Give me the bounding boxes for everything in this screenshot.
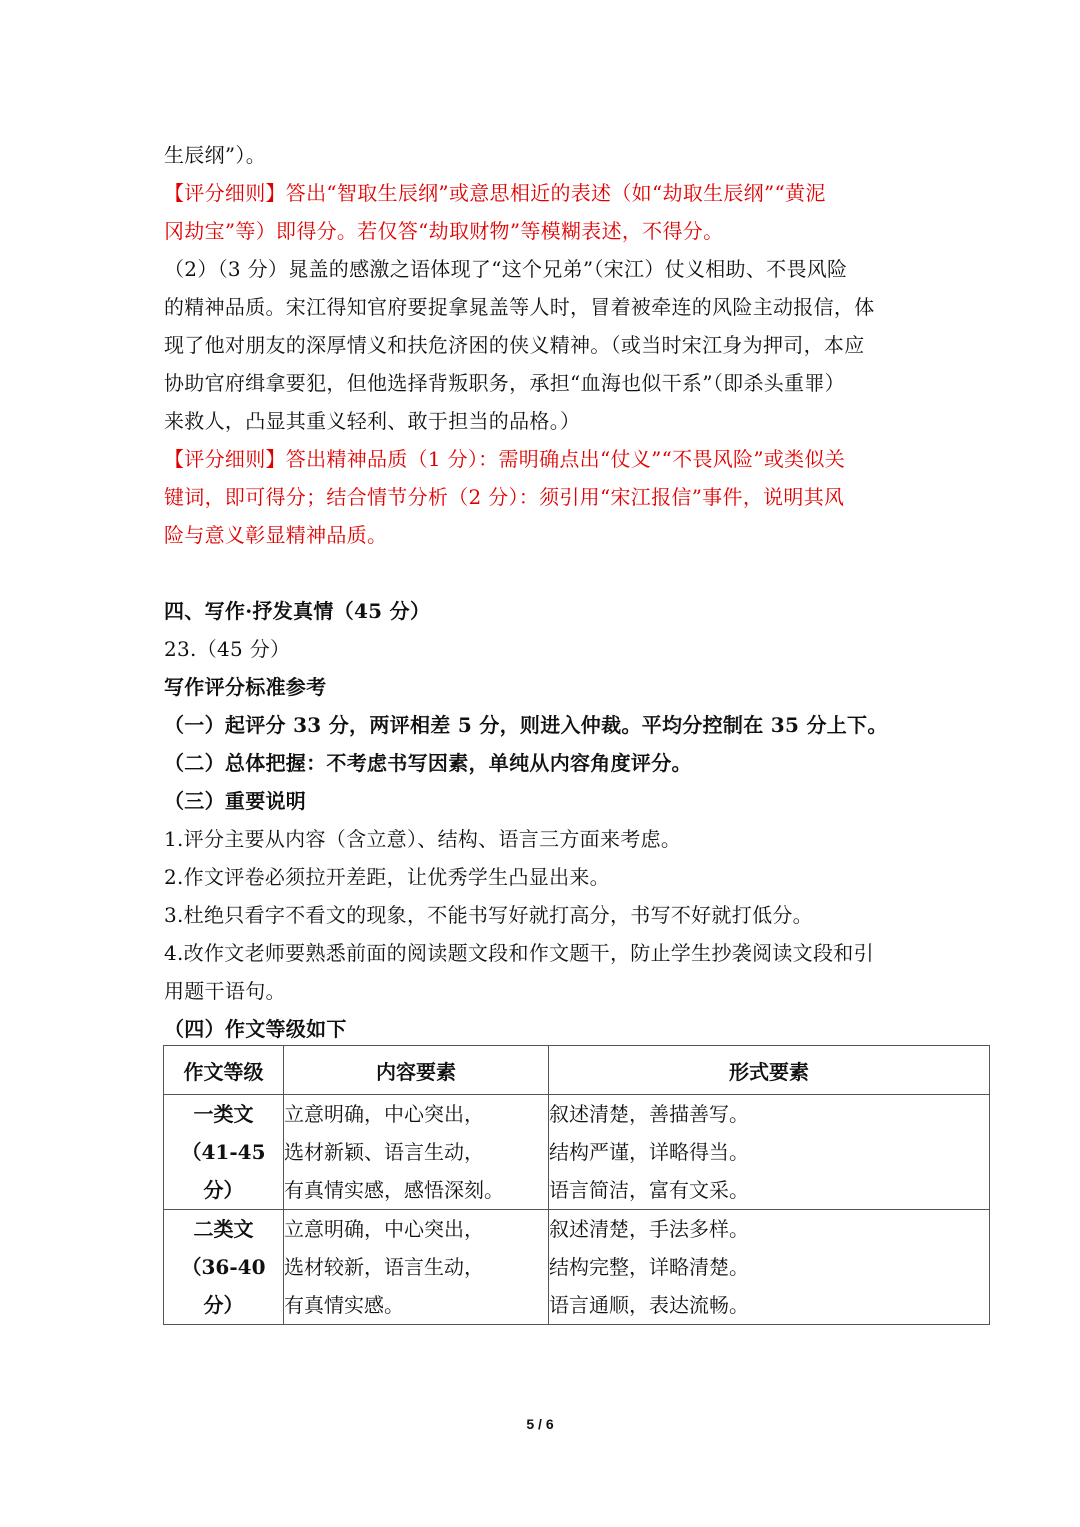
content-cell xyxy=(284,1095,549,1210)
answer-2-line-4: 协助官府缉拿要犯，但他选择背叛职务，承担“血海也似干系”（即杀头重罪） xyxy=(164,371,845,395)
level-range: （41-45 分） xyxy=(181,1140,266,1202)
answer-2-line-1: （2）（3 分）晁盖的感激之语体现了“这个兄弟”（宋江）仗义相助、不畏风险 xyxy=(164,257,848,281)
rule-2: （二）总体把握：不考虑书写因素，单纯从内容角度评分。 xyxy=(164,751,692,775)
page-number: 5 / 6 xyxy=(526,1416,554,1432)
note-1: 1.评分主要从内容（含立意）、结构、语言三方面来考虑。 xyxy=(164,827,682,851)
form-item: 语言简洁，富有文采。 xyxy=(549,1178,749,1202)
form-item: 叙述清楚，手法多样。 xyxy=(549,1217,749,1241)
grade-table xyxy=(163,1045,990,1325)
header-level: 作文等级 xyxy=(164,1046,284,1095)
rule-1: （一）起评分 33 分，两评相差 5 分，则进入仲裁。平均分控制在 35 分上下。 xyxy=(164,713,888,737)
level-cell xyxy=(164,1095,284,1210)
answer-2-line-3: 现了他对朋友的深厚情义和扶危济困的侠义精神。（或当时宋江身为押司，本应 xyxy=(164,333,865,357)
content-item: 有真情实感，感悟深刻。 xyxy=(284,1178,504,1202)
form-item: 结构完整，详略清楚。 xyxy=(549,1255,749,1279)
answer-2-line-5: 来救人，凸显其重义轻利、敢于担当的品格。） xyxy=(164,409,581,433)
content-item: 立意明确，中心突出， xyxy=(284,1217,484,1241)
table-row xyxy=(164,1095,990,1210)
note-2: 2.作文评卷必须拉开差距，让优秀学生凸显出来。 xyxy=(164,865,610,889)
level-range: （36-40 分） xyxy=(181,1255,266,1317)
note-4b: 用题干语句。 xyxy=(164,979,286,1003)
rule-4: （四）作文等级如下 xyxy=(164,1017,347,1041)
rubric-note-2c: 险与意义彰显精神品质。 xyxy=(164,523,388,547)
header-content: 内容要素 xyxy=(284,1046,549,1095)
rule-3: （三）重要说明 xyxy=(164,789,307,813)
section-title: 四、写作·抒发真情（45 分） xyxy=(164,599,431,623)
form-item: 结构严谨，详略得当。 xyxy=(549,1140,749,1164)
content-item: 有真情实感。 xyxy=(284,1293,404,1317)
header-form: 形式要素 xyxy=(549,1046,990,1095)
table-header-row xyxy=(164,1046,990,1095)
answer-continuation: 生辰纲”）。 xyxy=(164,143,267,167)
level-cell xyxy=(164,1210,284,1325)
content-item: 选材新颖、语言生动， xyxy=(284,1140,484,1164)
note-3: 3.杜绝只看字不看文的现象，不能书写好就打高分，书写不好就打低分。 xyxy=(164,903,813,927)
form-cell xyxy=(549,1210,990,1325)
note-4a: 4.改作文老师要熟悉前面的阅读题文段和作文题干，防止学生抄袭阅读文段和引 xyxy=(164,941,874,965)
form-item: 叙述清楚，善描善写。 xyxy=(549,1102,749,1126)
question-23: 23.（45 分） xyxy=(164,637,291,661)
table-row xyxy=(164,1210,990,1325)
rubric-note-2a: 【评分细则】答出精神品质（1 分）：需明确点出“仗义”“不畏风险”或类似关 xyxy=(164,447,846,471)
level-name: 二类文 xyxy=(193,1217,254,1241)
answer-2-line-2: 的精神品质。宋江得知官府要捉拿晁盖等人时，冒着被牵连的风险主动报信，体 xyxy=(164,295,875,319)
standard-title: 写作评分标准参考 xyxy=(164,675,327,699)
form-item: 语言通顺，表达流畅。 xyxy=(549,1293,749,1317)
content-item: 立意明确，中心突出， xyxy=(284,1102,484,1126)
rubric-note-2b: 键词，即可得分；结合情节分析（2 分）：须引用“宋江报信”事件，说明其风 xyxy=(164,485,845,509)
level-name: 一类文 xyxy=(193,1102,254,1126)
content-item: 选材较新，语言生动， xyxy=(284,1255,484,1279)
rubric-note-1b: 冈劫宝”等）即得分。若仅答“劫取财物”等模糊表述，不得分。 xyxy=(164,219,724,243)
form-cell xyxy=(549,1095,990,1210)
content-cell xyxy=(284,1210,549,1325)
rubric-note-1a: 【评分细则】答出“智取生辰纲”或意思相近的表述（如“劫取生辰纲”“黄泥 xyxy=(164,181,826,205)
